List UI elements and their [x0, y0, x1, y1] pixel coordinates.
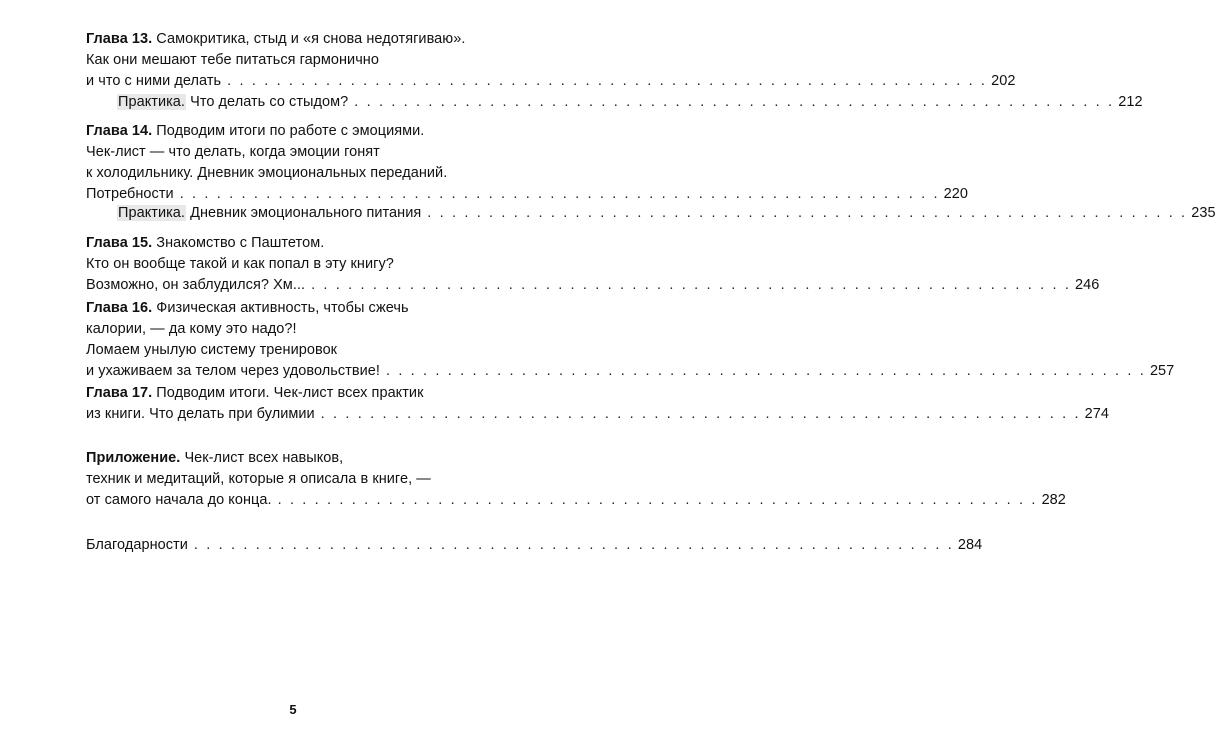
chapter-label: Глава 16. [86, 300, 153, 316]
page-ref: 202 [991, 72, 1016, 89]
practice-label: Практика. [118, 205, 186, 221]
appendix-label: Приложение. [86, 450, 181, 466]
dot-leader: . . . . . . . . . . . . . . . . . . . . . . . . . . . . . . . . . . . . . . . . . . . . . . . . . . . . . . . . . . . . . . [354, 94, 1115, 110]
chapter-title-line: к холодильнику. Дневник эмоциональных переданий. [86, 164, 448, 181]
toc-entry-chapter-17 [86, 383, 1109, 425]
practice-label: Практика. [118, 94, 186, 110]
chapter-title-line: и ухаживаем за телом через удовольствие! [86, 362, 380, 379]
chapter-label: Глава 13. [86, 31, 153, 47]
page-ref: 284 [957, 537, 983, 553]
chapter-title-line: из книги. Что делать при булимии [86, 405, 315, 422]
chapter-title-line: Чек-лист — что делать, когда эмоции гонят [86, 143, 380, 160]
chapter-title-line: Физическая активность, чтобы сжечь [156, 300, 409, 316]
chapter-title-line: Самокритика, стыд и «я снова недотягиваю». [156, 31, 466, 47]
page-number: 5 [289, 702, 297, 717]
dot-leader: . . . . . . . . . . . . . . . . . . . . . . . . . . . . . . . . . . . . . . . . . . . . . . . . . . . . . . . . . . . . . . [193, 537, 954, 553]
chapter-title-line: калории, — да кому это надо?! [86, 320, 297, 337]
page-ref: 282 [1041, 491, 1066, 508]
practice-title: Что делать со стыдом? [190, 94, 349, 110]
chapter-title-line: Возможно, он заблудился? Хм... [86, 276, 306, 293]
chapter-title-line: Ломаем унылую систему тренировок [86, 341, 338, 358]
chapter-title-line: Как они мешают тебе питаться гармонично [86, 51, 379, 68]
dot-leader: . . . . . . . . . . . . . . . . . . . . . . . . . . . . . . . . . . . . . . . . . . . . . . . . . . . . . . . . . . . . . . [227, 72, 988, 89]
page-ref: 274 [1084, 405, 1109, 422]
chapter-title-line: Знакомство с Паштетом. [156, 235, 325, 251]
toc-entry-chapter-15 [86, 233, 1100, 296]
appendix-title-line: от самого начала до конца. [86, 491, 272, 508]
page-ref: 235 [1191, 205, 1216, 221]
chapter-label: Глава 14. [86, 123, 153, 139]
page-ref: 257 [1149, 362, 1175, 379]
chapter-title-line: Кто он вообще такой и как попал в эту книгу? [86, 255, 394, 272]
chapter-title-line: и что с ними делать [86, 72, 222, 89]
chapter-label: Глава 15. [86, 235, 153, 251]
page-ref: 212 [1118, 94, 1143, 110]
toc-entry-chapter-13 [86, 29, 1016, 92]
chapter-title-line: Подводим итоги по работе с эмоциями. [156, 123, 425, 139]
toc-entry-appendix [86, 448, 1066, 511]
dot-leader: . . . . . . . . . . . . . . . . . . . . . . . . . . . . . . . . . . . . . . . . . . . . . . . . . . . . . . . . . . . . . . [277, 491, 1038, 508]
toc-entry-chapter-14 [86, 121, 969, 205]
page-ref: 220 [943, 185, 969, 202]
toc-entry-practice-diary [118, 203, 1216, 224]
toc-entry-practice-shame [118, 92, 1143, 113]
toc-entry-acknowledgements [86, 535, 983, 556]
chapter-title-line: Подводим итоги. Чек-лист всех практик [156, 385, 424, 401]
acknowledgements-title: Благодарности [86, 537, 188, 553]
chapter-label: Глава 17. [86, 385, 153, 401]
dot-leader: . . . . . . . . . . . . . . . . . . . . . . . . . . . . . . . . . . . . . . . . . . . . . . . . . . . . . . . . . . . . . . [311, 276, 1072, 293]
dot-leader: . . . . . . . . . . . . . . . . . . . . . . . . . . . . . . . . . . . . . . . . . . . . . . . . . . . . . . . . . . . . . . [385, 362, 1146, 379]
toc-entry-chapter-16 [86, 298, 1175, 382]
practice-title: Дневник эмоционального питания [190, 205, 422, 221]
dot-leader: . . . . . . . . . . . . . . . . . . . . . . . . . . . . . . . . . . . . . . . . . . . . . . . . . . . . . . . . . . . . . . [320, 405, 1081, 422]
dot-leader: . . . . . . . . . . . . . . . . . . . . . . . . . . . . . . . . . . . . . . . . . . . . . . . . . . . . . . . . . . . . . . [179, 185, 940, 202]
chapter-title-line: Потребности [86, 185, 174, 202]
page-ref: 246 [1075, 276, 1100, 293]
dot-leader: . . . . . . . . . . . . . . . . . . . . . . . . . . . . . . . . . . . . . . . . . . . . . . . . . . . . . . . . . . . . . . [427, 205, 1188, 221]
appendix-title-line: техник и медитаций, которые я описала в книге, — [86, 470, 431, 487]
appendix-title-line: Чек-лист всех навыков, [184, 450, 344, 466]
